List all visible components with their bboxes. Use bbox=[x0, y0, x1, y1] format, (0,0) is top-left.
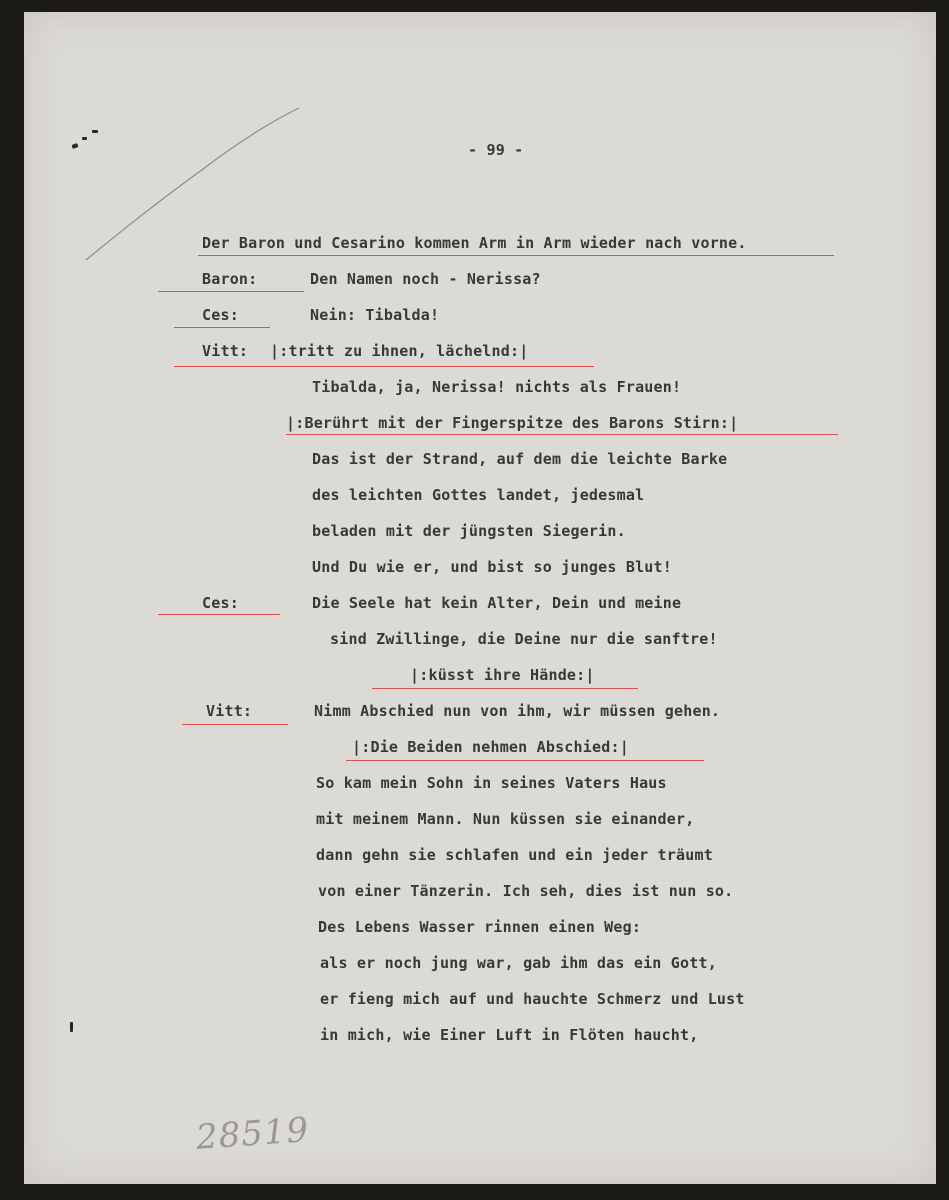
ink-speck bbox=[82, 137, 87, 140]
red-underline bbox=[346, 760, 704, 761]
dialogue-line: dann gehn sie schlafen und ein jeder träumt bbox=[316, 846, 713, 864]
dialogue-line: So kam mein Sohn in seines Vaters Haus bbox=[316, 774, 667, 792]
dialogue-line: als er noch jung war, gab ihm das ein Gott, bbox=[320, 954, 717, 972]
ink-speck bbox=[92, 130, 98, 133]
dialogue-line: er fieng mich auf und hauchte Schmerz und Lust bbox=[320, 990, 745, 1008]
stage-direction: |:tritt zu ihnen, lächelnd:| bbox=[270, 342, 529, 360]
red-underline bbox=[372, 688, 638, 689]
stage-direction: |:Die Beiden nehmen Abschied:| bbox=[352, 738, 629, 756]
dialogue-line: Nimm Abschied nun von ihm, wir müssen gehen. bbox=[314, 702, 721, 720]
dialogue-line: sind Zwillinge, die Deine nur die sanftre! bbox=[330, 630, 718, 648]
speaker-label: Ces: bbox=[202, 594, 239, 612]
red-underline bbox=[158, 614, 280, 615]
red-underline bbox=[182, 724, 288, 725]
red-underline bbox=[174, 366, 594, 367]
dialogue-line: Nein: Tibalda! bbox=[310, 306, 440, 324]
page-number: - 99 - bbox=[468, 141, 524, 159]
speaker-label: Ces: bbox=[202, 306, 239, 324]
stage-direction-opening: Der Baron und Cesarino kommen Arm in Arm wieder nach vorne. bbox=[202, 234, 747, 252]
dialogue-line: Des Lebens Wasser rinnen einen Weg: bbox=[318, 918, 642, 936]
typescript-page bbox=[24, 12, 936, 1184]
red-underline bbox=[174, 327, 270, 328]
dialogue-line: des leichten Gottes landet, jedesmal bbox=[312, 486, 645, 504]
dialogue-line: von einer Tänzerin. Ich seh, dies ist nun so. bbox=[318, 882, 734, 900]
stage-direction: |:Berührt mit der Fingerspitze des Barons Stirn:| bbox=[286, 414, 739, 432]
dialogue-line: Und Du wie er, und bist so junges Blut! bbox=[312, 558, 672, 576]
dialogue-line: Den Namen noch - Nerissa? bbox=[310, 270, 541, 288]
red-underline bbox=[198, 255, 834, 256]
stage-direction: |:küsst ihre Hände:| bbox=[410, 666, 595, 684]
red-underline bbox=[286, 434, 838, 435]
dialogue-line: beladen mit der jüngsten Siegerin. bbox=[312, 522, 626, 540]
speaker-label: Vitt: bbox=[206, 702, 253, 720]
red-underline bbox=[158, 291, 304, 292]
dialogue-line: Tibalda, ja, Nerissa! nichts als Frauen! bbox=[312, 378, 682, 396]
dialogue-line: Das ist der Strand, auf dem die leichte Barke bbox=[312, 450, 728, 468]
speaker-label: Baron: bbox=[202, 270, 258, 288]
dialogue-line: mit meinem Mann. Nun küssen sie einander, bbox=[316, 810, 695, 828]
dialogue-line: in mich, wie Einer Luft in Flöten haucht, bbox=[320, 1026, 699, 1044]
ink-speck bbox=[70, 1022, 73, 1032]
speaker-label: Vitt: bbox=[202, 342, 249, 360]
dialogue-line: Die Seele hat kein Alter, Dein und meine bbox=[312, 594, 682, 612]
archive-number: 28519 bbox=[194, 1110, 311, 1158]
